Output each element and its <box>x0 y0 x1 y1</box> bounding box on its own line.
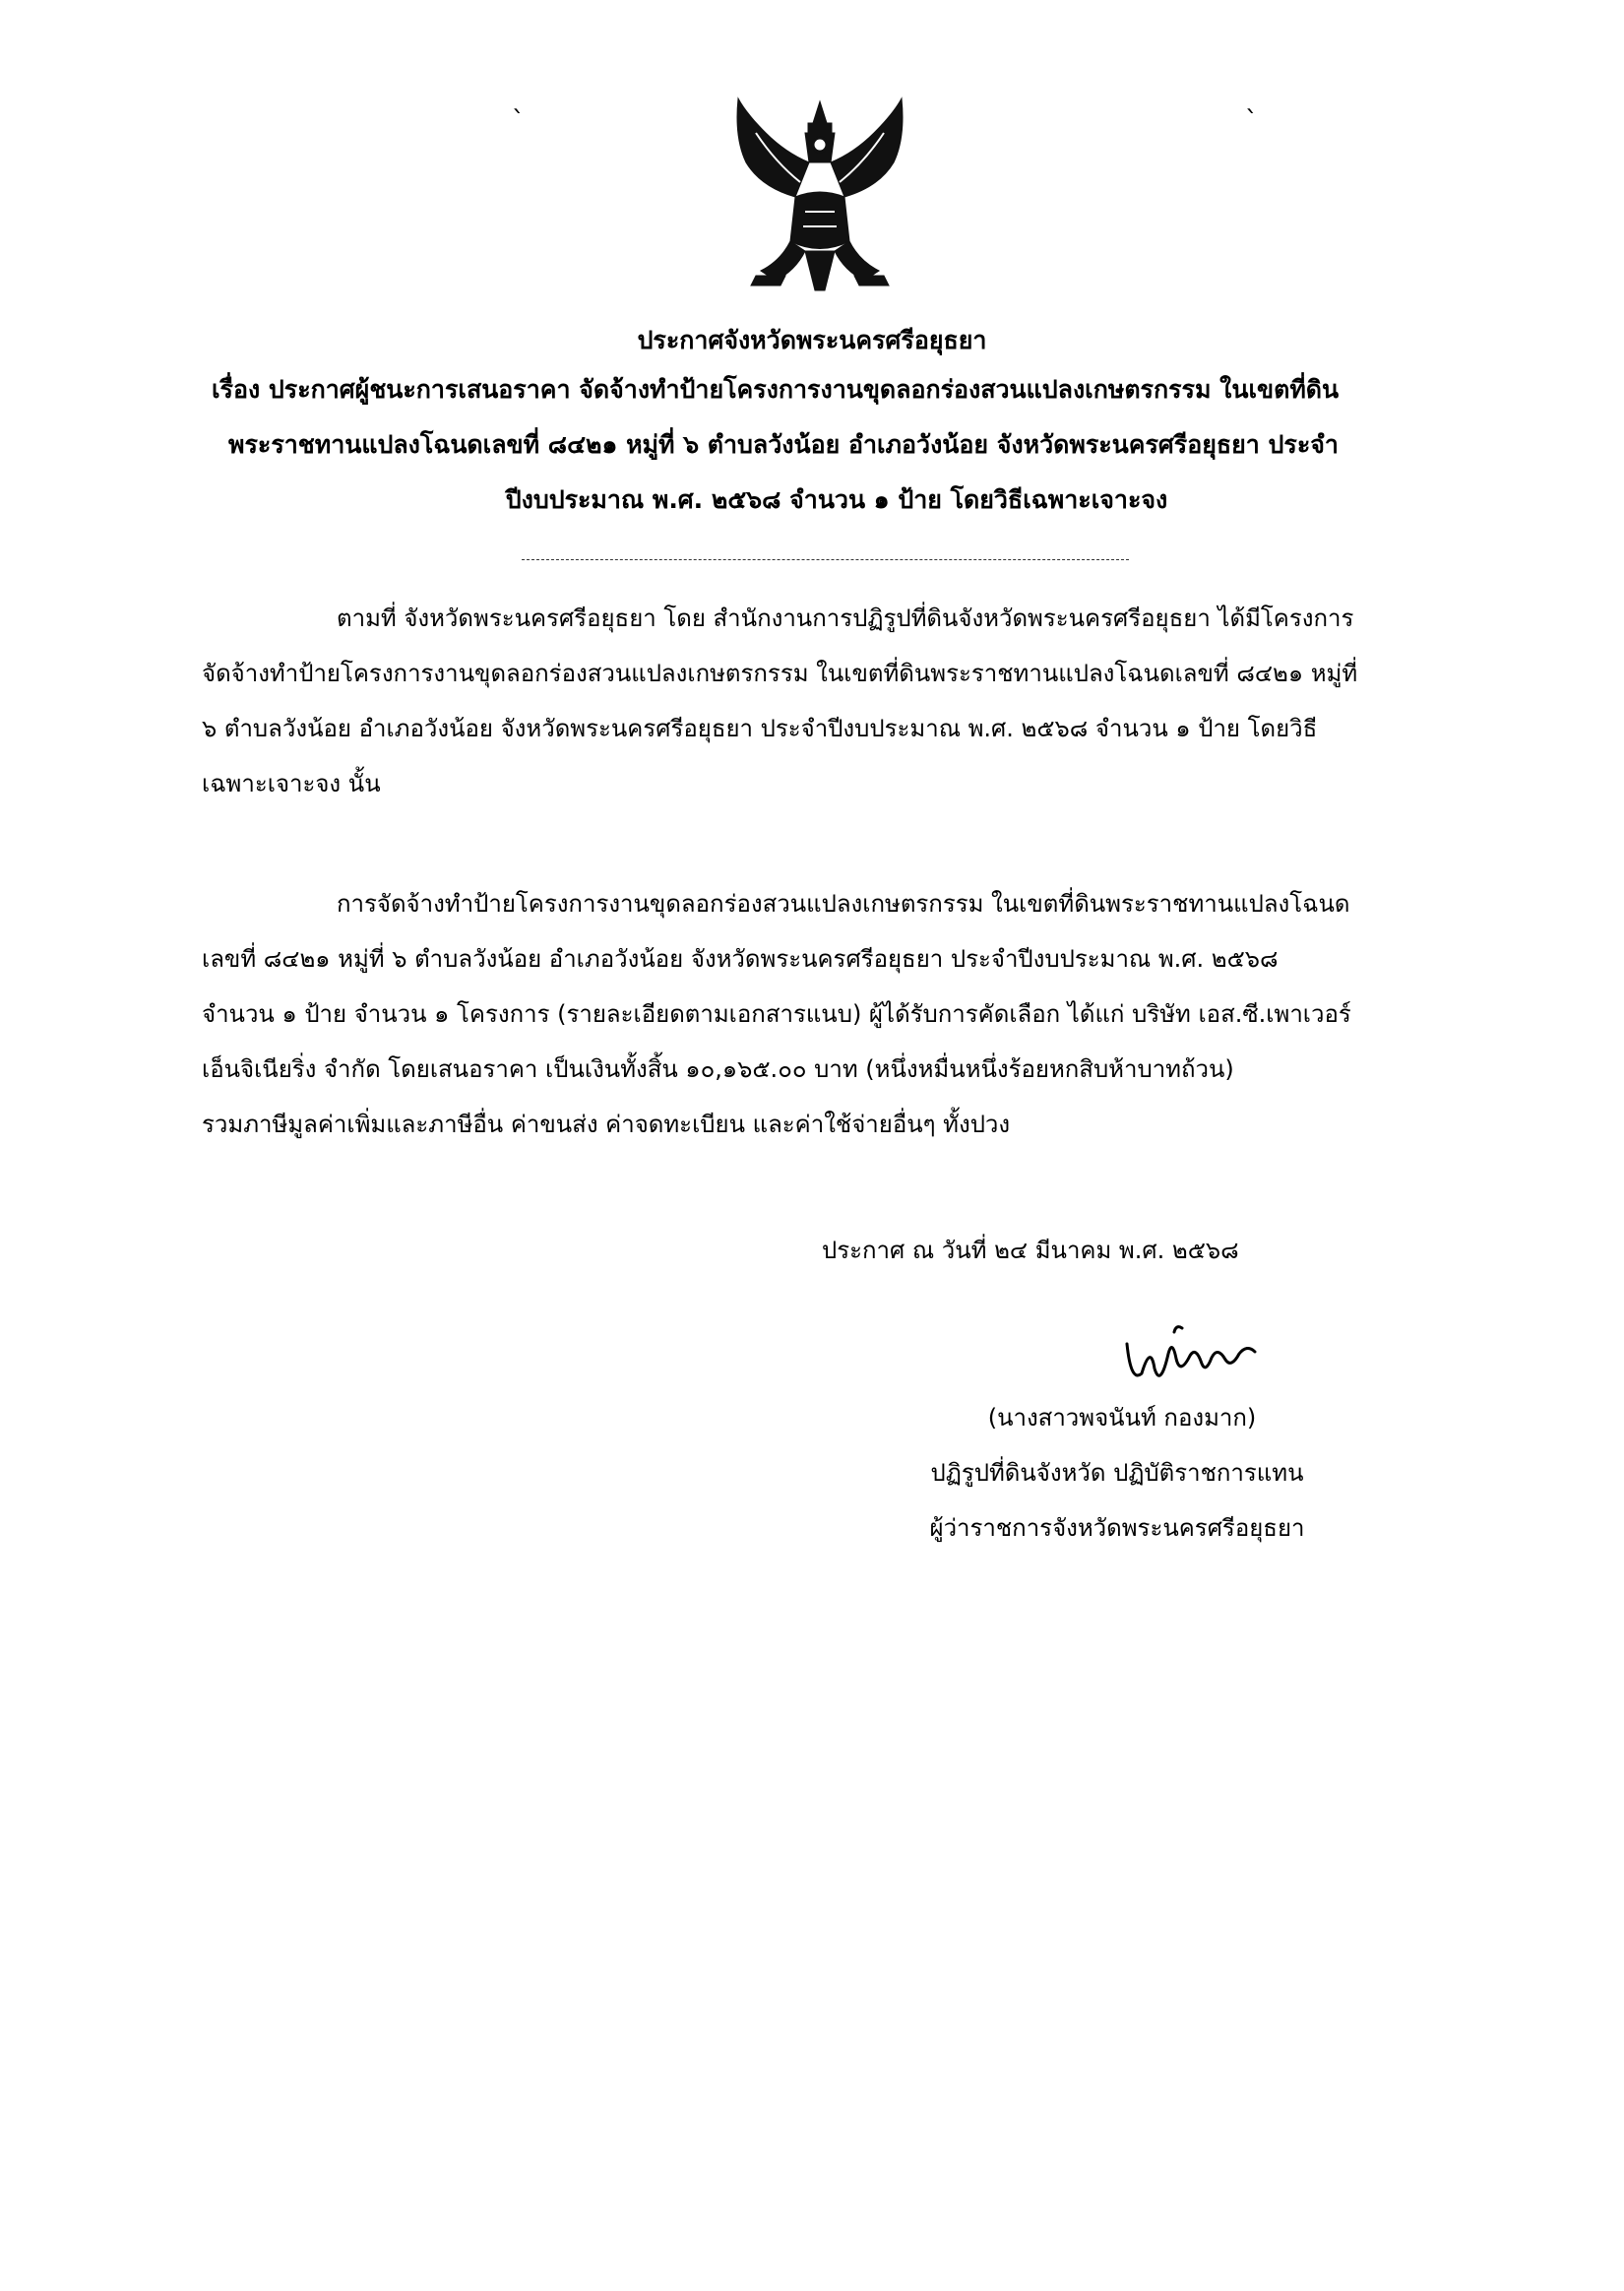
paragraph-line: เอ็นจิเนียริ่ง จำกัด โดยเสนอราคา เป็นเงินทั้งสิ้น ๑๐,๑๖๕.๐๐ บาท (หนึ่งหมื่นหนึ่งร้อยหกสิบห้าบาทถ้วน) <box>202 1055 1234 1083</box>
paragraph-line: จัดจ้างทำป้ายโครงการงานขุดลอกร่องสวนแปลงเกษตรกรรม ในเขตที่ดินพระราชทานแปลงโฉนดเลขที่ ๘๔๒๑ หมู่ที่ <box>202 660 1358 687</box>
signer-office: ผู้ว่าราชการจังหวัดพระนครศรีอยุธยา <box>929 1514 1305 1542</box>
paragraph-line: ๖ ตำบลวังน้อย อำเภอวังน้อย จังหวัดพระนครศรีอยุธยา ประจำปีงบประมาณ พ.ศ. ๒๕๖๘ จำนวน ๑ ป้าย โดยวิธี <box>202 715 1318 742</box>
paragraph-line: จำนวน ๑ ป้าย จำนวน ๑ โครงการ (รายละเอียดตามเอกสารแนบ) ผู้ได้รับการคัดเลือก ได้แก่ บริษัท เอส.ซี.เพาเวอร์ <box>202 1000 1351 1028</box>
paragraph-line: เลขที่ ๘๔๒๑ หมู่ที่ ๖ ตำบลวังน้อย อำเภอวังน้อย จังหวัดพระนครศรีอยุธยา ประจำปีงบประมาณ พ.ศ. ๒๕๖๘ <box>202 945 1279 973</box>
paragraph-line: การจัดจ้างทำป้ายโครงการงานขุดลอกร่องสวนแปลงเกษตรกรรม ในเขตที่ดินพระราชทานแปลงโฉนด <box>337 890 1350 918</box>
paragraph-line: ตามที่ จังหวัดพระนครศรีอยุธยา โดย สำนักงานการปฏิรูปที่ดินจังหวัดพระนครศรีอยุธยา ได้มีโครงการ <box>337 605 1354 632</box>
subject-line: ปีงบประมาณ พ.ศ. ๒๕๖๘ จำนวน ๑ ป้าย โดยวิธีเฉพาะเจาะจง <box>505 485 1168 514</box>
subject-line: เรื่อง ประกาศผู้ชนะการเสนอราคา จัดจ้างทำป้ายโครงการงานขุดลอกร่องสวนแปลงเกษตรกรรม ในเขตที่ดิน <box>212 375 1340 404</box>
subject-block <box>212 362 1462 528</box>
announcement-date: ประกาศ ณ วันที่ ๒๔ มีนาคม พ.ศ. ๒๕๖๘ <box>822 1237 1239 1264</box>
paragraph-intro <box>202 591 1471 811</box>
signer-position: ปฏิรูปที่ดินจังหวัด ปฏิบัติราชการแทน <box>930 1459 1304 1487</box>
page-mark-left: ˎ <box>512 85 525 114</box>
announcement-title: ประกาศจังหวัดพระนครศรีอยุธยา <box>637 326 987 354</box>
paragraph-line: รวมภาษีมูลค่าเพิ่มและภาษีอื่น ค่าขนส่ง ค่าจดทะเบียน และค่าใช้จ่ายอื่นๆ ทั้งปวง <box>202 1111 1011 1138</box>
subject-line: พระราชทานแปลงโฉนดเลขที่ ๘๔๒๑ หมู่ที่ ๖ ตำบลวังน้อย อำเภอวังน้อย จังหวัดพระนครศรีอยุธยา ประจำ <box>228 430 1339 459</box>
signature-block <box>891 1390 1343 1556</box>
handwritten-signature <box>1117 1314 1265 1393</box>
page-mark-right: ˎ <box>1245 85 1258 114</box>
garuda-emblem <box>726 94 913 295</box>
paragraph-award <box>202 876 1471 1152</box>
divider <box>522 559 1129 560</box>
paragraph-line: เฉพาะเจาะจง นั้น <box>202 770 381 797</box>
signer-name: (นางสาวพจนันท์ กองมาก) <box>987 1404 1257 1432</box>
